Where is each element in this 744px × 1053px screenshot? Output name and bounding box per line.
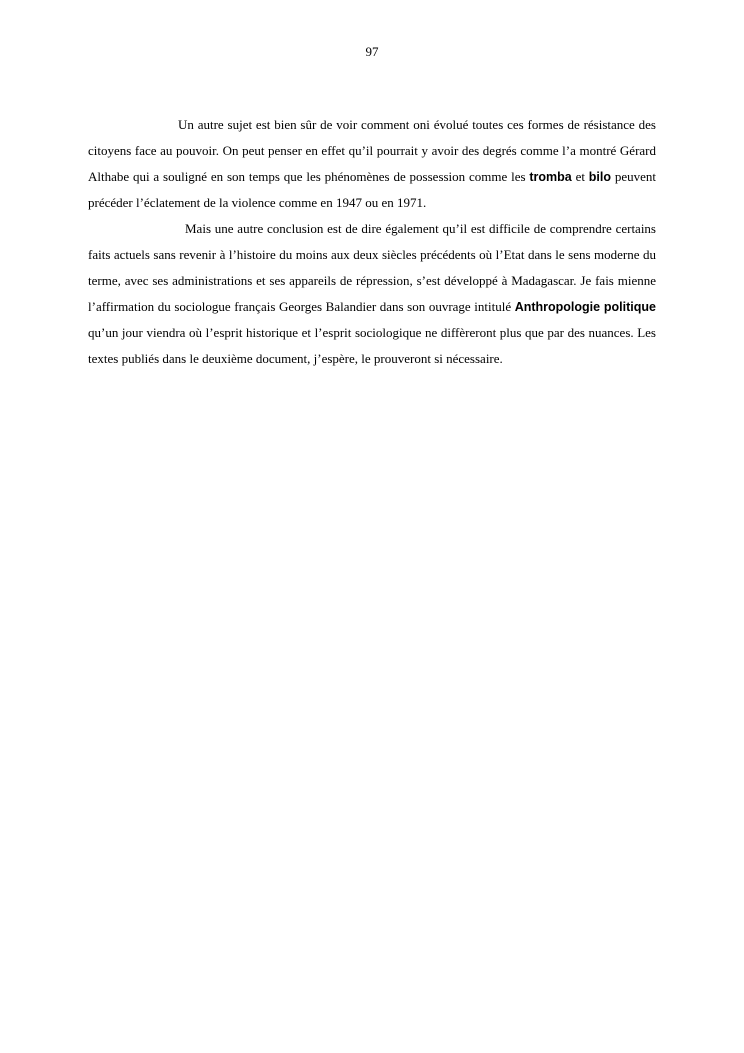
body-text xyxy=(88,112,656,372)
page-number: 97 xyxy=(365,44,379,59)
paragraph-2-text-2: qu’un jour viendra où l’esprit historique et l’esprit sociologique ne diffèreront plus que par des nuances. Les textes publiés dans le deuxième document, j’espère, le prouveront si nécessaire. xyxy=(88,325,656,366)
paragraph-1-text-2: et xyxy=(571,169,589,184)
book-title: Anthropologie politique xyxy=(514,300,656,314)
paragraph-1-text-1: Un autre sujet est bien sûr de voir comment oni évolué toutes ces formes de résistance des citoyens face au pouvoir. On peut penser en effet qu’il pourrait y avoir des degrés comme l’a montré Gérard Althabe qui a souligné en son temps que les phénomènes de possession comme les xyxy=(88,117,656,184)
paragraph-2 xyxy=(88,216,656,372)
term-bilo: bilo xyxy=(588,170,612,184)
term-tromba: tromba xyxy=(529,170,572,184)
paragraph-1-text-3: peuvent précéder l’éclatement de la violence comme en 1947 ou en 1971. xyxy=(88,169,656,210)
paragraph-1 xyxy=(88,112,656,216)
paragraph-2-text-1: Mais une autre conclusion est de dire également qu’il est difficile de comprendre certains faits actuels sans revenir à l’histoire du moins aux deux siècles précédents où l’Etat dans le sens moderne du terme, avec ses administrations et ses appareils de répression, s’est développé à Madagascar. Je fais mienne l’affirmation du sociologue français Georges Balandier dans son ouvrage intitulé xyxy=(88,221,656,314)
